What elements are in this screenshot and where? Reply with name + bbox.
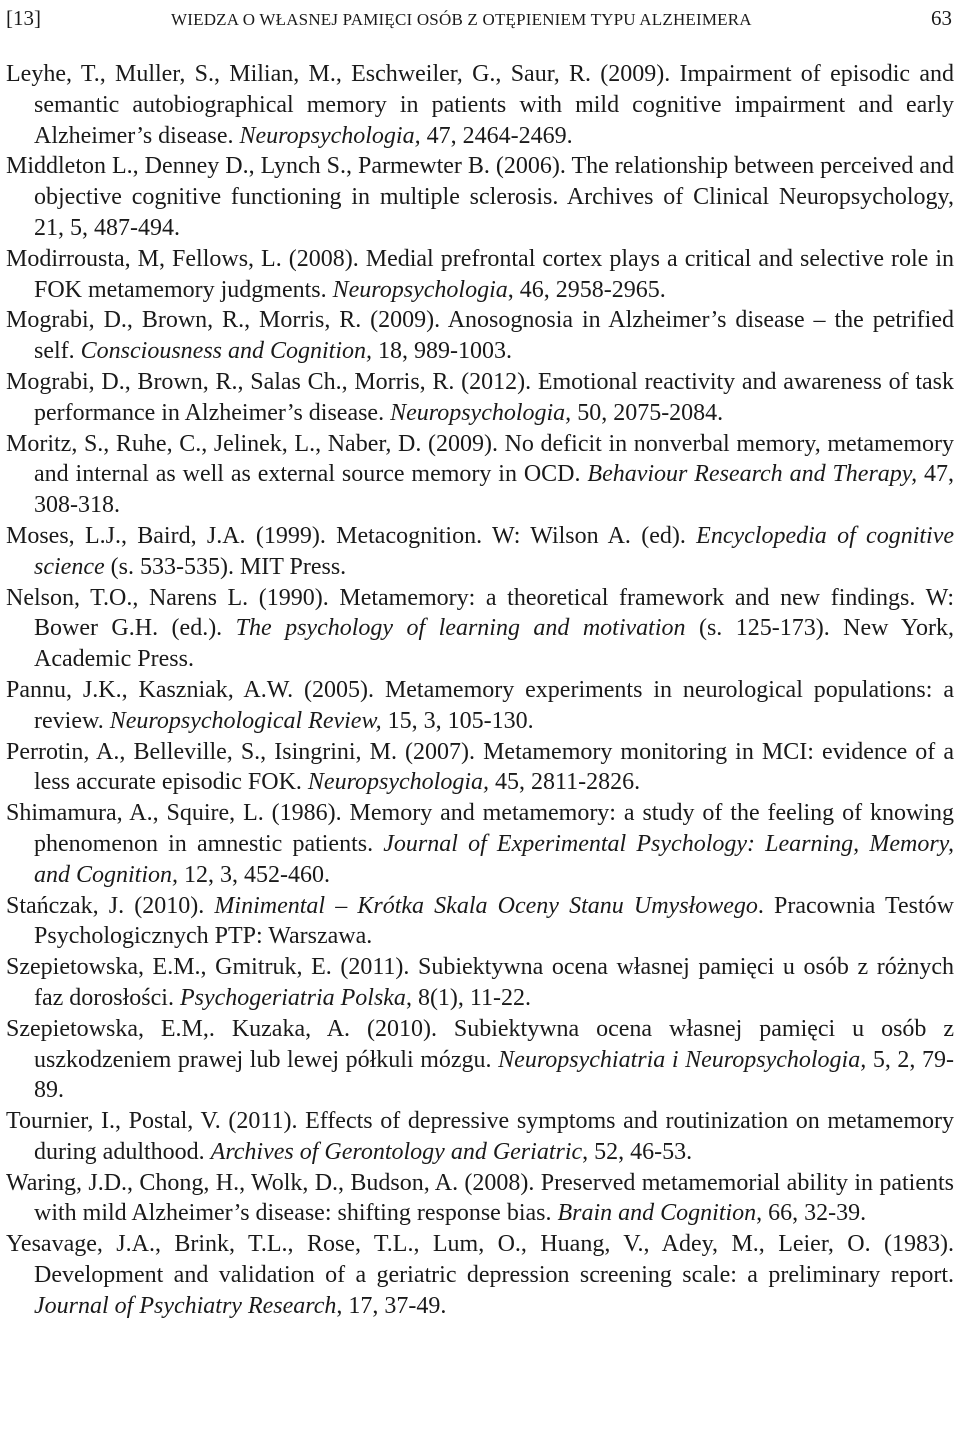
reference-source: Neuropsychologia xyxy=(332,276,508,303)
reference-details: 12, 3, 452-460. xyxy=(178,861,331,888)
reference-text: Yesavage, J.A., Brink, T.L., Rose, T.L., Lum, O., Huang, V., Adey, M., Leier, O. (1983). Development and validation of a geriatric depression screening scale: a preliminary report. xyxy=(6,1231,954,1289)
reference-source: Neuropsychological Review, xyxy=(109,707,382,734)
reference-entry xyxy=(6,737,954,799)
reference-details: 50, 2075-2084. xyxy=(571,399,724,426)
reference-entry xyxy=(6,1014,954,1106)
reference-details: (s. 125-173). New York, Academic Press. xyxy=(34,615,954,673)
reference-details: 15, 3, 105-130. xyxy=(381,707,534,734)
reference-source: Brain and Cognition xyxy=(557,1200,757,1227)
reference-source: Journal of Experimental Psychology: Learning, Memory, and Cognition, xyxy=(34,830,954,888)
reference-source: Minimental – Krótka Skala Oceny Stanu Umysłowego xyxy=(214,892,758,919)
reference-entry xyxy=(6,1168,954,1230)
reference-details: 45, 2811-2826. xyxy=(489,769,641,796)
reference-details: , 17, 37-49. xyxy=(336,1292,447,1319)
reference-entry xyxy=(6,798,954,890)
reference-entry xyxy=(6,151,954,243)
reference-text: Middleton L., Denney D., Lynch S., Parmewter B. (2006). The relationship between perceived and objective cognitive functioning in multiple sclerosis. Archives of Clinical Neuropsychology, 21, 5, 487-494. xyxy=(6,153,954,241)
reference-details: 47, 2464-2469. xyxy=(420,122,573,149)
reference-entry xyxy=(6,367,954,429)
reference-list xyxy=(6,59,954,1322)
reference-source: Neuropsychologia, xyxy=(239,122,421,149)
reference-entry xyxy=(6,1229,954,1321)
page-number: 63 xyxy=(931,6,952,30)
reference-entry xyxy=(6,521,954,583)
page-header xyxy=(6,6,952,36)
reference-text: Perrotin, A., Belleville, S., Isingrini, M. (2007). Metamemory monitoring in MCI: evidence of a less accurate episodic FOK. xyxy=(6,738,954,796)
reference-text: Shimamura, A., Squire, L. (1986). Memory and metamemory: a study of the feeling of knowing phenomenon in amnestic patients. xyxy=(6,800,954,857)
reference-source: The psychology of learning and motivation xyxy=(235,615,686,642)
reference-text: Szepietowska, E.M,. Kuzaka, A. (2010). Subiektywna ocena własnej pamięci u osób z uszkodzeniem prawej lub lewej półkuli mózgu. xyxy=(6,1015,954,1073)
running-title: WIEDZA O WŁASNEJ PAMIĘCI OSÓB Z OTĘPIENIEM TYPU ALZHEIMERA xyxy=(171,10,752,29)
reference-entry xyxy=(6,1106,954,1168)
reference-source: Neuropsychiatria i Neuropsychologia, xyxy=(498,1046,867,1073)
reference-text: Mograbi, D., Brown, R., Morris, R. (2009). Anosognosia in Alzheimer’s disease – the petrified self. xyxy=(6,307,954,365)
reference-text: Moritz, S., Ruhe, C., Jelinek, L., Naber, D. (2009). No deficit in nonverbal memory, metamemory and internal as well as external source memory in OCD. xyxy=(6,430,954,488)
reference-details: 47, 308-318. xyxy=(34,461,955,519)
reference-text: Modirrousta, M, Fellows, L. (2008). Medial prefrontal cortex plays a critical and selective role in FOK metamemory judgments. xyxy=(6,245,954,303)
reference-details: 5, 2, 79-89. xyxy=(34,1046,955,1104)
reference-source: Behaviour Research and Therapy, xyxy=(587,461,918,488)
reference-source: Neuropsychologia, xyxy=(390,399,572,426)
reference-entry xyxy=(6,244,954,306)
reference-entry xyxy=(6,305,954,367)
reference-text: Leyhe, T., Muller, S., Milian, M., Eschweiler, G., Saur, R. (2009). Impairment of episodic and semantic autobiographical memory in patients with mild cognitive impairment and early Alzheimer’s disease. xyxy=(6,61,954,149)
reference-entry xyxy=(6,891,954,953)
reference-source: Encyclopedia of cognitive science xyxy=(34,522,954,580)
reference-source: Consciousness and Cognition, xyxy=(80,338,373,365)
reference-details: , 66, 32-39. xyxy=(756,1200,867,1227)
reference-text: Pannu, J.K., Kaszniak, A.W. (2005). Metamemory experiments in neurological populations: a review. xyxy=(6,676,954,734)
reference-details: (s. 533-535). MIT Press. xyxy=(104,553,347,580)
reference-entry xyxy=(6,583,954,675)
reference-text: Tournier, I., Postal, V. (2011). Effects of depressive symptoms and routinization on metamemory during adulthood. xyxy=(6,1108,954,1165)
reference-entry xyxy=(6,429,954,521)
reference-text: Moses, L.J., Baird, J.A. (1999). Metacognition. W: Wilson A. (ed). xyxy=(6,522,697,549)
reference-source: Neuropsychologia, xyxy=(307,769,490,796)
reference-details: 18, 989-1003. xyxy=(372,338,513,365)
reference-source: Psychogeriatria Polska xyxy=(179,984,406,1011)
reference-entry xyxy=(6,675,954,737)
reference-text: Szepietowska, E.M., Gmitruk, E. (2011). Subiektywna ocena własnej pamięci u osób z różnych faz dorosłości. xyxy=(6,954,954,1011)
section-label: [13] xyxy=(6,6,41,30)
reference-details: , 46, 2958-2965. xyxy=(507,276,666,303)
reference-source: Journal of Psychiatry Research xyxy=(34,1292,337,1319)
reference-details: . Pracownia Testów Psychologicznych PTP: Warszawa. xyxy=(34,892,955,950)
reference-details: , 8(1), 11-22. xyxy=(405,984,532,1011)
reference-text: Waring, J.D., Chong, H., Wolk, D., Budson, A. (2008). Preserved metamemorial ability in patients with mild Alzheimer’s disease: shifting response bias. xyxy=(6,1169,954,1227)
reference-text: Stańczak, J. (2010). xyxy=(6,892,215,919)
reference-text: Mograbi, D., Brown, R., Salas Ch., Morris, R. (2012). Emotional reactivity and awareness of task performance in Alzheimer’s disease. xyxy=(6,368,954,426)
reference-details: , 52, 46-53. xyxy=(582,1138,693,1165)
reference-entry xyxy=(6,59,954,151)
reference-text: Nelson, T.O., Narens L. (1990). Metamemory: a theoretical framework and new findings. W: Bower G.H. (ed.). xyxy=(6,584,954,642)
reference-entry xyxy=(6,952,954,1014)
reference-source: Archives of Gerontology and Geriatric xyxy=(210,1138,583,1165)
